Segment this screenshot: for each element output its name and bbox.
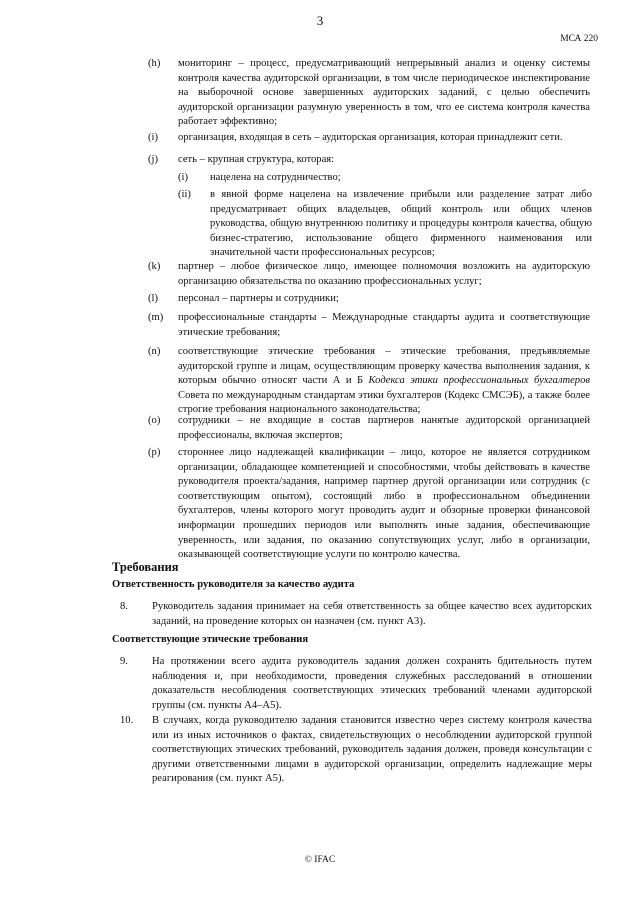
item-label: (o) xyxy=(148,415,161,426)
item-label: (m) xyxy=(148,312,164,323)
item-text: стороннее лицо надлежащей квалификации – лицо, которое не является сотрудником организации, обладающее компетенцией и способностями, чтобы действовать в качестве руководителя проекта/задания, например партнер другой организации или сотрудник (с соответствующим опытом), состоящий либо в профессиональном объединении бухгалтеров, члены которого могут проводить аудит и обзорные проверки финансовой информации прошедших периодов или выполнять иные задания, обеспечивающие уверенность, или задания, по оказанию сопутствующих услуг, либо в организации, оказывающей соответствующие услуги по контролю качества. xyxy=(178,447,590,561)
item-text-part: соответствующие этические требования – этические требования, предъявляемые аудиторской группе и лицам, осуществляющим проверку качества выполнения задания, к которым обычно относят части А и Б xyxy=(178,346,590,387)
definition-item-k xyxy=(120,260,590,289)
paragraph-text: На протяжении всего аудита руководитель задания должен сохранять бдительность путем наблюдения и, при необходимости, проведения служебных расследований в отношении доказательств несоблюдения соответствующих этических требований членами аудиторской группы (см. пункты А4–А5). xyxy=(152,656,592,711)
paragraph-text: В случаях, когда руководителю задания становится известно через систему контроля качества или из иных источников о фактах, свидетельствующих о несоблюдении аудиторской группой соответствующих этических требований, руководитель задания должен, проведя консультации с другими ответственными лицами в аудиторской организации, определить надлежащие меры реагирования (см. пункт А5). xyxy=(152,715,592,785)
item-text: профессиональные стандарты – Международные стандарты аудита и соответствующие этические требования; xyxy=(178,312,590,338)
subitem-i xyxy=(178,171,592,186)
item-text: организация, входящая в сеть – аудиторская организация, которая принадлежит сети. xyxy=(178,132,563,143)
section-heading-requirements: Требования xyxy=(112,560,179,574)
definition-item-j xyxy=(120,153,590,168)
page-number: 3 xyxy=(316,13,324,28)
item-label: (p) xyxy=(148,447,161,458)
subitem-label: (ii) xyxy=(178,189,191,200)
item-text: мониторинг – процесс, предусматривающий непрерывный анализ и оценку системы контроля качества аудиторской организации, в том числе периодическое инспектирование на выборочной основе завершенных аудиторских заданий, с целью обеспечить аудиторской организации разумную уверенность в том, что ее система контроля качества работает эффективно; xyxy=(178,58,590,128)
item-text-part: Совета по международным стандартам этики бухгалтеров (Кодекс СМСЭБ), а также более строгие требования национального законодательства; xyxy=(178,389,590,416)
item-text: сеть – крупная структура, которая: xyxy=(178,154,335,165)
item-label: (k) xyxy=(148,261,161,272)
paragraph-number: 9. xyxy=(120,656,128,667)
paragraph-text: Руководитель задания принимает на себя ответственность за общее качество всех аудиторских заданий, на проведение которых он назначен (см. пункт А3). xyxy=(152,601,592,627)
definition-item-n xyxy=(120,345,590,418)
definition-item-m xyxy=(120,311,590,340)
subitem-ii xyxy=(178,188,592,261)
item-label: (i) xyxy=(148,132,158,143)
footer-copyright: © IFAC xyxy=(304,855,336,865)
definition-item-p xyxy=(120,446,590,563)
item-label: (l) xyxy=(148,293,158,304)
subitem-text: в явной форме нацелена на извлечение прибыли или разделение затрат либо предусматривает общих владельцев, общий контроль или общих членов руководства, общую внутреннюю политику и процедуры контроля качества, общую бизнес-стратегию, использование общего фирменного наименования или значительной части профессиональных ресурсов; xyxy=(210,189,592,259)
item-text xyxy=(178,345,590,418)
paragraph-number: 8. xyxy=(120,601,128,612)
item-text: сотрудники – не входящие в состав партнеров нанятые аудиторской организацией профессионалы, включая экспертов; xyxy=(178,415,590,441)
subsection-heading-responsibility: Ответственность руководителя за качество аудита xyxy=(112,579,355,590)
definition-item-l xyxy=(120,292,590,307)
paragraph-10 xyxy=(112,714,592,787)
subsection-heading-ethics: Соответствующие этические требования xyxy=(112,634,309,645)
paragraph-9 xyxy=(112,655,592,713)
subitem-text: нацелена на сотрудничество; xyxy=(210,172,341,183)
item-label: (j) xyxy=(148,154,158,165)
item-text: персонал – партнеры и сотрудники; xyxy=(178,293,339,304)
document-code: МСА 220 xyxy=(560,34,598,44)
item-text: партнер – любое физическое лицо, имеющее полномочия возложить на аудиторскую организацию обязательства по оказанию профессиональных услуг; xyxy=(178,261,590,287)
item-label: (n) xyxy=(148,346,161,357)
definition-item-h xyxy=(120,57,590,130)
subitem-label: (i) xyxy=(178,172,188,183)
definition-item-o xyxy=(120,414,590,443)
paragraph-number: 10. xyxy=(120,715,134,726)
definition-item-i xyxy=(120,131,590,146)
item-label: (h) xyxy=(148,58,161,69)
paragraph-8 xyxy=(112,600,592,629)
code-title-italic: Кодекса этики профессиональных бухгалтеров xyxy=(368,375,590,387)
